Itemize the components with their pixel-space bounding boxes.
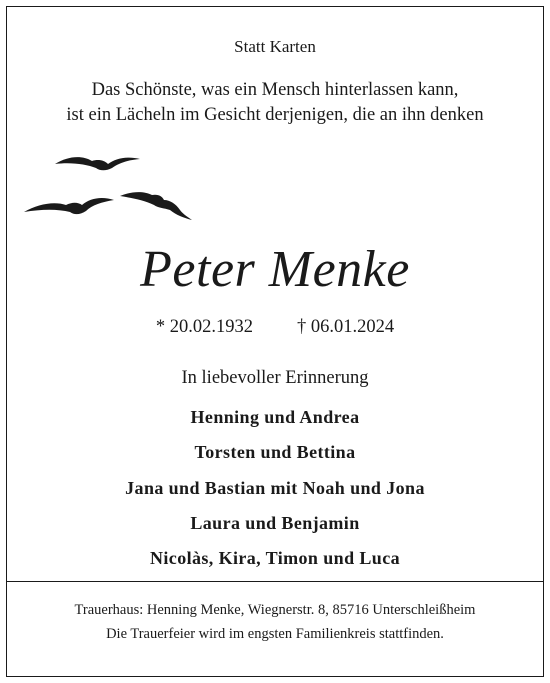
birth-date: * 20.02.1932 bbox=[155, 317, 253, 337]
footer-info bbox=[0, 598, 550, 646]
deceased-name: Peter Menke bbox=[140, 241, 410, 298]
death-date: † 06.01.2024 bbox=[297, 317, 395, 337]
remembrance-line: In liebevoller Erinnerung bbox=[181, 368, 369, 388]
funeral-note: Die Trauerfeier wird im engsten Familienkreis stattfinden. bbox=[106, 626, 444, 642]
family-member-line: Jana und Bastian mit Noah und Jona bbox=[125, 477, 425, 498]
family-member-line: Torsten und Bettina bbox=[194, 442, 356, 463]
intro-text: Statt Karten bbox=[234, 37, 316, 56]
family-member-line: Laura und Benjamin bbox=[190, 512, 360, 533]
flying-birds-icon bbox=[20, 150, 210, 230]
quote-line: ist ein Lächeln im Gesicht derjenigen, die an ihn denken bbox=[66, 105, 484, 125]
footer-divider bbox=[6, 581, 544, 582]
family-member-line: Nicolàs, Kira, Timon und Luca bbox=[150, 548, 400, 569]
family-member-line: Henning und Andrea bbox=[190, 407, 360, 427]
mourning-house-address: Trauerhaus: Henning Menke, Wiegnerstr. 8, 85716 Unterschleißheim bbox=[74, 602, 476, 618]
memorial-quote bbox=[0, 78, 550, 128]
family-list bbox=[0, 400, 550, 576]
life-dates bbox=[0, 317, 550, 338]
quote-line: Das Schönste, was ein Mensch hinterlassen kann, bbox=[91, 80, 459, 100]
